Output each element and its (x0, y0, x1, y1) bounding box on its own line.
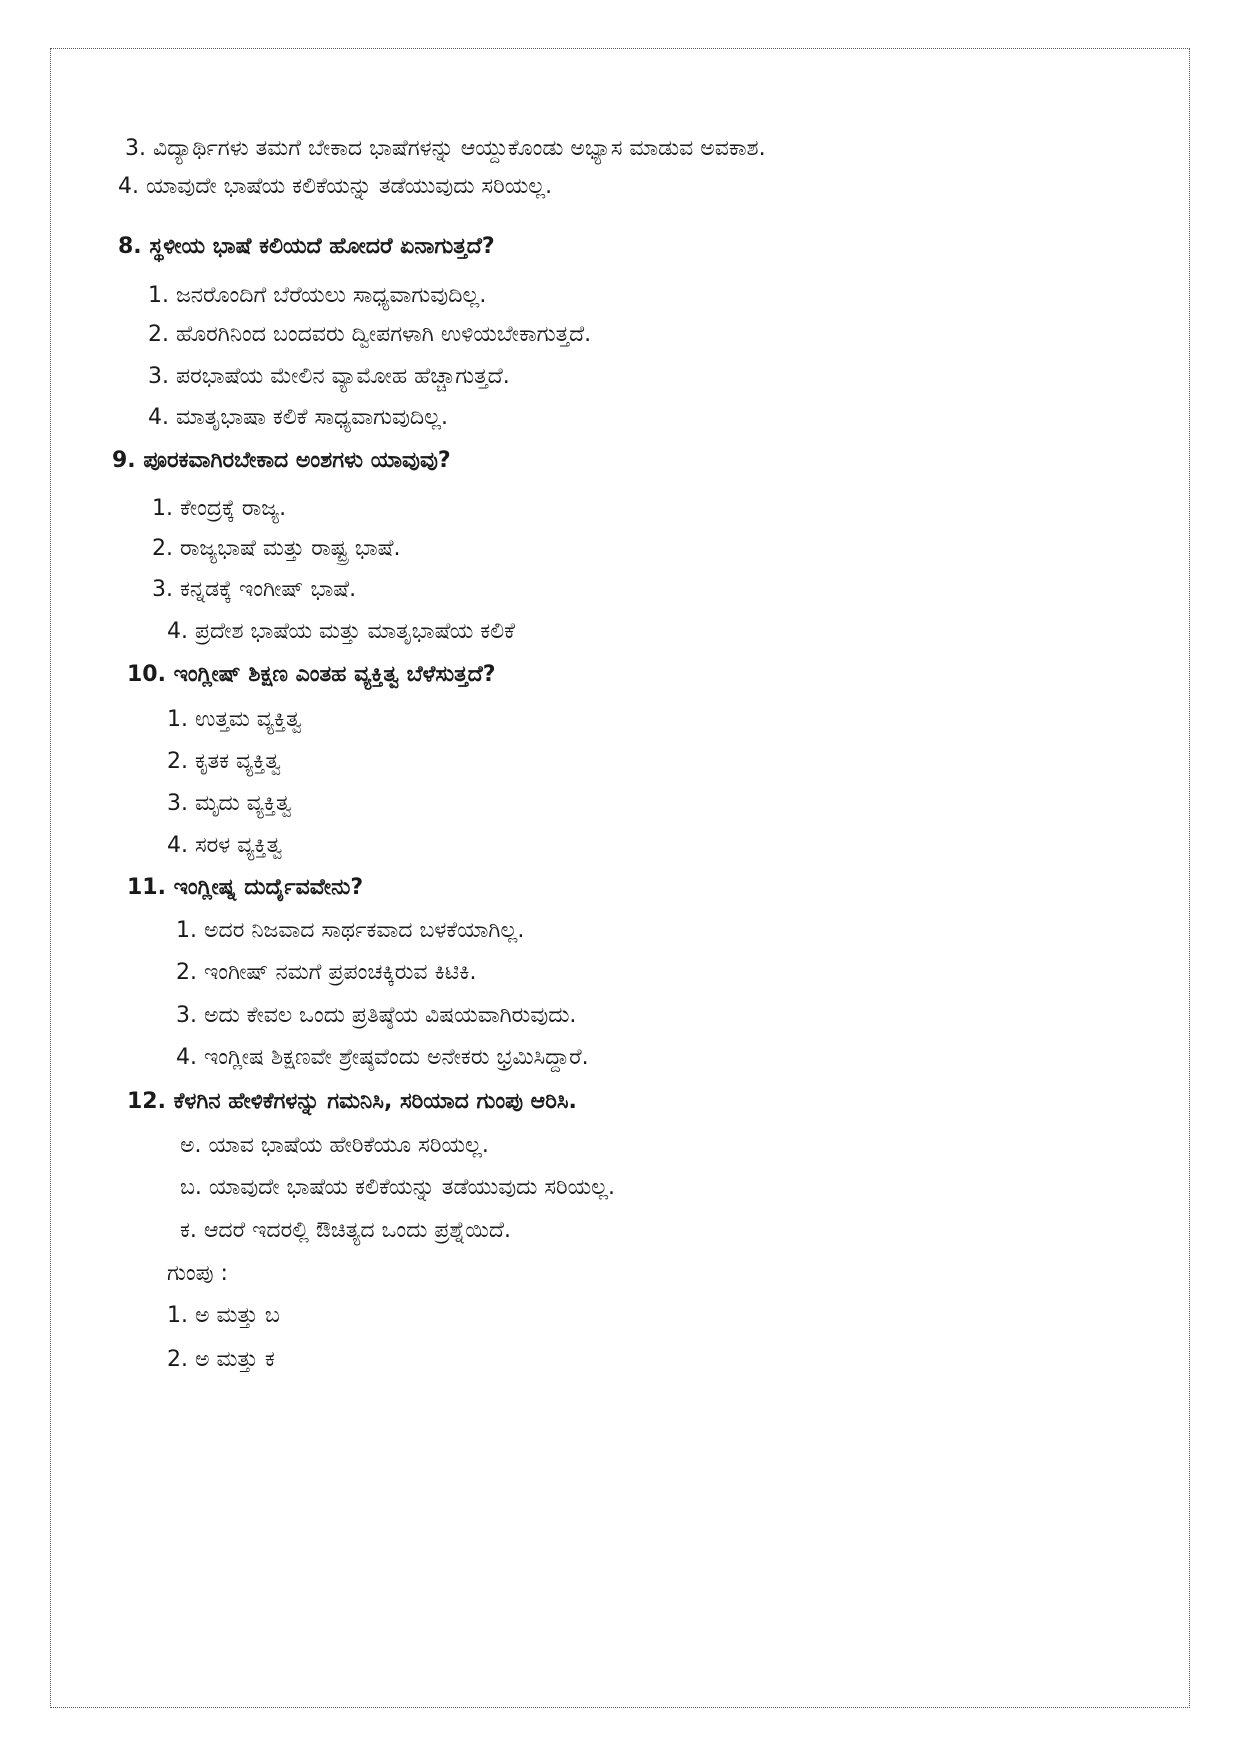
question-12: 12. ಕೆಳಗಿನ ಹೇಳಿಕೆಗಳನ್ನು ಗಮನಿಸಿ, ಸರಿಯಾದ ಗುಂಪು ಆರಿಸಿ. (127, 1089, 577, 1114)
list-item: 3. ಕನ್ನಡಕ್ಕೆ ಇಂಗೀಷ್ ಭಾಷೆ. (152, 577, 357, 602)
list-item: 2. ಇಂಗೀಷ್ ನಮಗೆ ಪ್ರಪಂಚಕ್ಕಿರುವ ಕಿಟಿಕಿ. (176, 960, 477, 985)
group-label: ಗುಂಪು : (167, 1261, 228, 1286)
list-item: 4. ಪ್ರದೇಶ ಭಾಷೆಯ ಮತ್ತು ಮಾತೃಭಾಷೆಯ ಕಲಿಕೆ (167, 619, 515, 644)
list-item: 2. ಹೊರಗಿನಿಂದ ಬಂದವರು ದ್ವೀಪಗಳಾಗಿ ಉಳಿಯಬೇಕಾಗುತ್ತದೆ. (148, 322, 592, 347)
list-item: 4. ಮಾತೃಭಾಷಾ ಕಲಿಕೆ ಸಾಧ್ಯವಾಗುವುದಿಲ್ಲ. (148, 405, 449, 430)
list-item: 3. ಮೃದು ವ್ಯಕ್ತಿತ್ವ (167, 791, 292, 816)
question-10: 10. ಇಂಗ್ಲೀಷ್ ಶಿಕ್ಷಣ ಎಂತಹ ವ್ಯಕ್ತಿತ್ವ ಬೆಳೆಸುತ್ತದೆ? (127, 662, 496, 687)
question-8: 8. ಸ್ಥಳೀಯ ಭಾಷೆ ಕಲಿಯದೆ ಹೋದರೆ ಏನಾಗುತ್ತದೆ? (118, 234, 495, 259)
statement-item: ಬ. ಯಾವುದೇ ಭಾಷೆಯ ಕಲಿಕೆಯನ್ನು ತಡೆಯುವುದು ಸರಿಯಲ್ಲ. (180, 1175, 616, 1200)
list-item: 2. ಕೃತಕ ವ್ಯಕ್ತಿತ್ವ (167, 749, 281, 774)
list-item: 1. ಕೇಂದ್ರಕ್ಕೆ ರಾಜ್ಯ. (152, 496, 287, 521)
list-item: 1. ಉತ್ತಮ ವ್ಯಕ್ತಿತ್ವ (167, 707, 302, 732)
list-item: 1. ಅದರ ನಿಜವಾದ ಸಾರ್ಥಕವಾದ ಬಳಕೆಯಾಗಿಲ್ಲ. (176, 918, 525, 943)
question-9: 9. ಪೂರಕವಾಗಿರಬೇಕಾದ ಅಂಶಗಳು ಯಾವುವು? (112, 448, 451, 473)
list-item: 4. ಯಾವುದೇ ಭಾಷೆಯ ಕಲಿಕೆಯನ್ನು ತಡೆಯುವುದು ಸರಿಯಲ್ಲ. (118, 174, 553, 199)
list-item: 3. ಪರಭಾಷೆಯ ಮೇಲಿನ ವ್ಯಾಮೋಹ ಹೆಚ್ಚಾಗುತ್ತದೆ. (148, 364, 510, 389)
statement-item: ಕ. ಆದರೆ ಇದರಲ್ಲಿ ಔಚಿತ್ಯದ ಒಂದು ಪ್ರಶ್ನೆಯಿದೆ. (180, 1218, 512, 1243)
list-item: 3. ಅದು ಕೇವಲ ಒಂದು ಪ್ರತಿಷ್ಠೆಯ ವಿಷಯವಾಗಿರುವುದು. (176, 1003, 577, 1028)
question-11: 11. ಇಂಗ್ಲೀಷ್ನ ದುರ್ದೈವವೇನು? (127, 875, 364, 900)
list-item: 4. ಸರಳ ವ್ಯಕ್ತಿತ್ವ (167, 833, 283, 858)
list-item: 1. ಅ ಮತ್ತು ಬ (167, 1303, 280, 1328)
list-item: 2. ಅ ಮತ್ತು ಕ (167, 1347, 275, 1372)
statement-item: ಅ. ಯಾವ ಭಾಷೆಯ ಹೇರಿಕೆಯೂ ಸರಿಯಲ್ಲ. (180, 1133, 489, 1158)
list-item: 1. ಜನರೊಂದಿಗೆ ಬೆರೆಯಲು ಸಾಧ್ಯವಾಗುವುದಿಲ್ಲ. (148, 283, 487, 308)
list-item: 4. ಇಂಗ್ಲೀಷ ಶಿಕ್ಷಣವೇ ಶ್ರೇಷ್ಠವೆಂದು ಅನೇಕರು ಭ್ರಮಿಸಿದ್ದಾರೆ. (176, 1045, 589, 1070)
list-item: 3. ವಿದ್ಯಾರ್ಥಿಗಳು ತಮಗೆ ಬೇಕಾದ ಭಾಷೆಗಳನ್ನು ಆಯ್ದುಕೊಂಡು ಅಭ್ಯಾಸ ಮಾಡುವ ಅವಕಾಶ. (125, 136, 766, 161)
list-item: 2. ರಾಜ್ಯಭಾಷೆ ಮತ್ತು ರಾಷ್ಟ್ರ ಭಾಷೆ. (152, 536, 401, 561)
